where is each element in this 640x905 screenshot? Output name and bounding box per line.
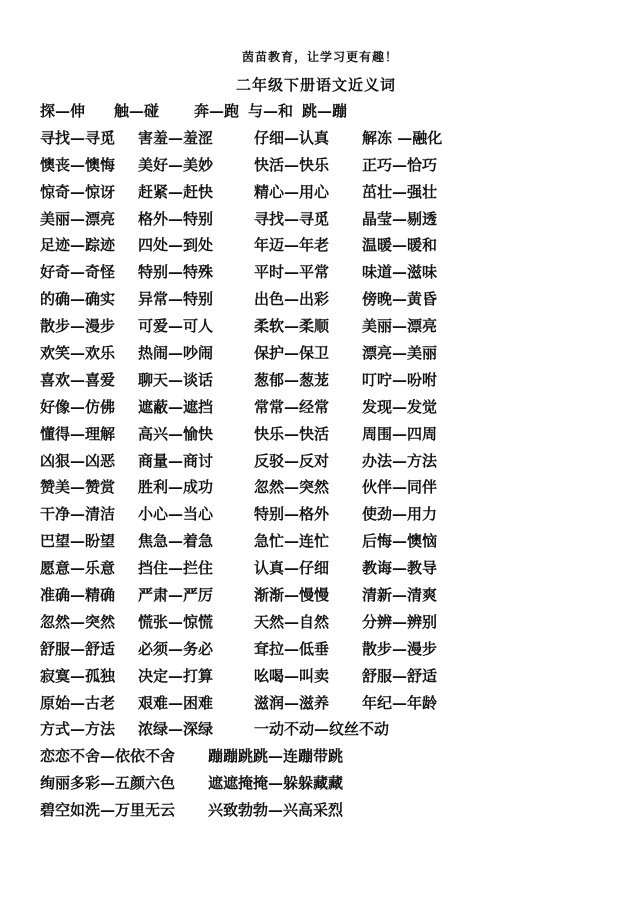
- synonym-pair: 急忙—连忙: [254, 532, 330, 551]
- synonym-pair: 慌张—惊慌: [138, 612, 214, 631]
- synonym-pair: 触—碰: [114, 102, 160, 120]
- synonym-pair: 挡住—拦住: [138, 559, 214, 578]
- synonym-pair: 巴望—盼望: [40, 532, 116, 551]
- synonym-pair: 足迹—踪迹: [40, 236, 116, 255]
- synonym-pair: 天然—自然: [254, 612, 330, 631]
- synonym-pair: 柔软—柔顺: [254, 317, 330, 336]
- synonym-pair: 欢笑—欢乐: [40, 344, 116, 363]
- synonym-pair: 仔细—认真: [254, 128, 330, 147]
- word-pair-row: [40, 474, 620, 501]
- word-pair-row: [40, 206, 620, 233]
- synonym-pair: 惊奇—惊讶: [40, 182, 116, 201]
- synonym-pair: 吆喝—叫卖: [254, 666, 330, 685]
- synonym-pair: 胜利—成功: [138, 478, 214, 497]
- word-pair-row: [40, 636, 620, 663]
- synonym-pair: 散步—漫步: [362, 639, 438, 658]
- word-pair-row: [40, 743, 620, 770]
- synonym-pair: 懊丧—懊悔: [40, 155, 116, 174]
- synonym-pair: 清新—清爽: [362, 586, 438, 605]
- synonym-pair: 美丽—漂亮: [362, 317, 438, 336]
- synonym-pair: 格外—特别: [138, 209, 214, 228]
- synonym-pair: 寂寞—孤独: [40, 666, 116, 685]
- synonym-pair: 温暖—暖和: [362, 236, 438, 255]
- word-pair-row: [40, 179, 620, 206]
- synonym-pair: 凶狠—凶恶: [40, 451, 116, 470]
- word-pair-row: [40, 394, 620, 421]
- synonym-pair: 漂亮—美丽: [362, 344, 438, 363]
- page-header: 茵苗教育，让学习更有趣！: [241, 50, 398, 64]
- word-pair-row: [40, 555, 620, 582]
- synonym-pair: 恋恋不舍—依依不舍: [40, 747, 176, 766]
- synonym-pair: 愿意—乐意: [40, 559, 116, 578]
- synonym-pair: 特别—格外: [254, 505, 330, 524]
- synonym-pair: 年纪—年龄: [362, 693, 438, 712]
- synonym-pair: 周围—四周: [362, 424, 438, 443]
- word-pair-row: [40, 340, 620, 367]
- synonym-pair: 忽然—突然: [40, 612, 116, 631]
- synonym-pair: 绚丽多彩—五颜六色: [40, 774, 176, 793]
- synonym-pair: 散步—漫步: [40, 317, 116, 336]
- synonym-pair: 寻找—寻觅: [254, 209, 330, 228]
- synonym-pair: 美丽—漂亮: [40, 209, 116, 228]
- word-pair-row: [40, 797, 620, 824]
- synonym-pair: 遮蔽—遮挡: [138, 397, 214, 416]
- synonym-pair: 赞美—赞赏: [40, 478, 116, 497]
- synonym-pair: 快乐—快活: [254, 424, 330, 443]
- synonym-pair: 保护—保卫: [254, 344, 330, 363]
- synonym-pair: 赶紧—赶快: [138, 182, 214, 201]
- synonym-pair: 反驳—反对: [254, 451, 330, 470]
- synonym-pair: 叮咛—吩咐: [362, 370, 438, 389]
- synonym-pair: 平时—平常: [254, 263, 330, 282]
- synonym-pair: 精心—用心: [254, 182, 330, 201]
- synonym-pair: 快活—快乐: [254, 155, 330, 174]
- synonym-pair: 兴致勃勃—兴高采烈: [208, 801, 344, 820]
- synonym-pair: 艰难—困难: [138, 693, 214, 712]
- synonym-pair: 茁壮—强壮: [362, 182, 438, 201]
- word-pair-row: [40, 663, 620, 690]
- synonym-pair: 出色—出彩: [254, 290, 330, 309]
- word-pair-row: [40, 448, 620, 475]
- synonym-pair: 分辨—辨别: [362, 612, 438, 631]
- synonym-pair: 的确—确实: [40, 290, 116, 309]
- word-pair-row: [40, 582, 620, 609]
- synonym-pair: 正巧—恰巧: [362, 155, 438, 174]
- synonym-pair: 聊天—谈话: [138, 370, 214, 389]
- synonym-pair: 异常—特别: [138, 290, 214, 309]
- synonym-pair: 严肃—严厉: [138, 586, 214, 605]
- synonym-pair: 四处—到处: [138, 236, 214, 255]
- word-pair-row: [40, 125, 620, 152]
- synonym-pair: 味道—滋味: [362, 263, 438, 282]
- synonym-pair: 跳—蹦: [302, 102, 348, 120]
- synonym-pair: 蹦蹦跳跳—连蹦带跳: [208, 747, 344, 766]
- synonym-pair: 准确—精确: [40, 586, 116, 605]
- synonym-pair: 教诲—教导: [362, 559, 438, 578]
- word-pair-row: [40, 421, 620, 448]
- synonym-pair: 好像—仿佛: [40, 397, 116, 416]
- synonym-pair: 奔—跑: [194, 102, 240, 120]
- synonym-pair: 浓绿—深绿: [138, 720, 214, 739]
- synonym-pair: 渐渐—慢慢: [254, 586, 330, 605]
- synonym-pair: 舒服—舒适: [362, 666, 438, 685]
- word-pair-row: [40, 716, 620, 743]
- synonym-pair: 伙伴—同伴: [362, 478, 438, 497]
- synonym-pair: 干净—清洁: [40, 505, 116, 524]
- synonym-pair: 一动不动—纹丝不动: [254, 720, 390, 739]
- word-pair-row: [40, 152, 620, 179]
- synonym-pair: 耷拉—低垂: [254, 639, 330, 658]
- word-pair-row: [40, 501, 620, 528]
- word-pair-row: [40, 528, 620, 555]
- word-pair-row: [40, 98, 620, 125]
- synonym-pair: 方式—方法: [40, 720, 116, 739]
- synonym-pair: 美好—美妙: [138, 155, 214, 174]
- synonym-pair: 后悔—懊恼: [362, 532, 438, 551]
- synonym-pair: 寻找—寻觅: [40, 128, 116, 147]
- word-pair-row: [40, 690, 620, 717]
- synonym-pair: 葱郁—葱茏: [254, 370, 330, 389]
- synonym-pair: 探—伸: [40, 102, 86, 120]
- synonym-pair: 懂得—理解: [40, 424, 116, 443]
- synonym-pair: 好奇—奇怪: [40, 263, 116, 282]
- page-title: 二年级下册语文近义词: [236, 76, 397, 94]
- synonym-pair: 解冻 —融化: [362, 128, 443, 147]
- synonym-pair: 常常—经常: [254, 397, 330, 416]
- synonym-pair: 发现—发觉: [362, 397, 438, 416]
- word-pair-row: [40, 770, 620, 797]
- synonym-pair: 原始—古老: [40, 693, 116, 712]
- synonym-pair: 高兴—愉快: [138, 424, 214, 443]
- synonym-pair: 必须—务必: [138, 639, 214, 658]
- synonym-pair: 焦急—着急: [138, 532, 214, 551]
- synonym-pair: 碧空如洗—万里无云: [40, 801, 176, 820]
- synonym-pair: 认真—仔细: [254, 559, 330, 578]
- synonym-pair: 晶莹—剔透: [362, 209, 438, 228]
- synonym-pair: 忽然—突然: [254, 478, 330, 497]
- word-list: [40, 98, 620, 824]
- synonym-pair: 舒服—舒适: [40, 639, 116, 658]
- synonym-pair: 遮遮掩掩—躲躲藏藏: [208, 774, 344, 793]
- word-pair-row: [40, 609, 620, 636]
- word-pair-row: [40, 259, 620, 286]
- synonym-pair: 害羞—羞涩: [138, 128, 214, 147]
- synonym-pair: 商量—商讨: [138, 451, 214, 470]
- synonym-pair: 使劲—用力: [362, 505, 438, 524]
- synonym-pair: 决定—打算: [138, 666, 214, 685]
- synonym-pair: 办法—方法: [362, 451, 438, 470]
- word-pair-row: [40, 367, 620, 394]
- synonym-pair: 年迈—年老: [254, 236, 330, 255]
- synonym-pair: 热闹—吵闹: [138, 344, 214, 363]
- synonym-pair: 傍晚—黄昏: [362, 290, 438, 309]
- synonym-pair: 与—和: [248, 102, 294, 120]
- word-pair-row: [40, 232, 620, 259]
- synonym-pair: 可爱—可人: [138, 317, 214, 336]
- synonym-pair: 滋润—滋养: [254, 693, 330, 712]
- synonym-pair: 特别—特殊: [138, 263, 214, 282]
- synonym-pair: 喜欢—喜爱: [40, 370, 116, 389]
- word-pair-row: [40, 313, 620, 340]
- synonym-pair: 小心—当心: [138, 505, 214, 524]
- word-pair-row: [40, 286, 620, 313]
